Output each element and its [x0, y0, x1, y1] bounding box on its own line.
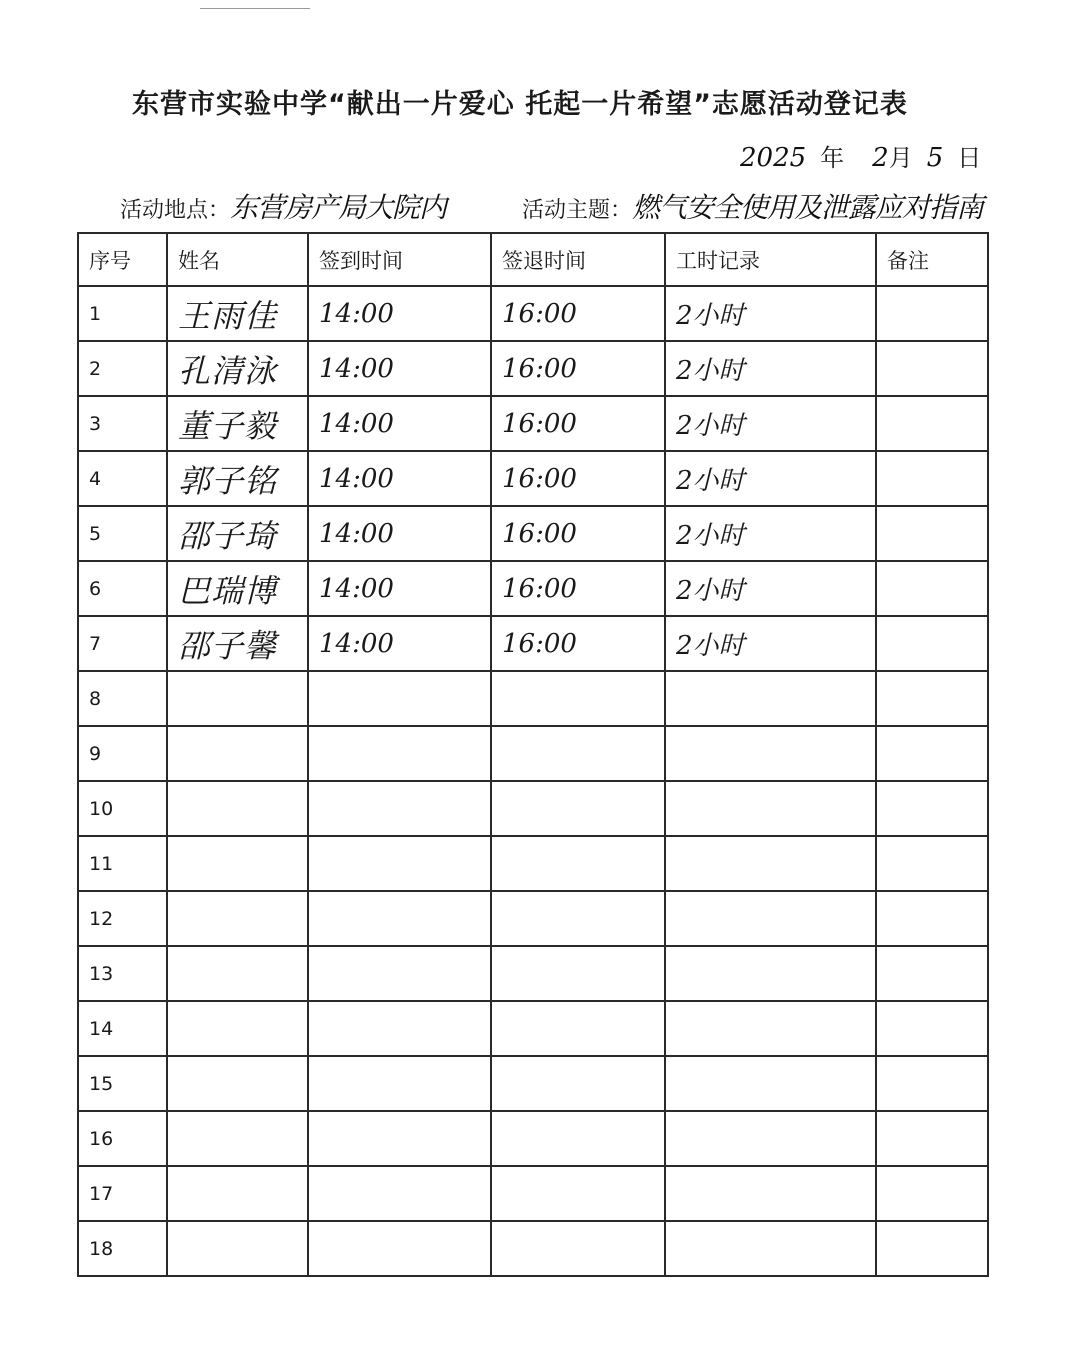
- row-number: 5: [78, 506, 167, 561]
- table-row: [78, 671, 988, 726]
- location-value: 东营房产局大院内: [230, 191, 447, 224]
- sign-in-time: 14:00: [308, 561, 491, 616]
- sign-out-time: 16:00: [491, 341, 665, 396]
- header-sign-in: 签到时间: [308, 233, 491, 286]
- header-remarks: 备注: [876, 233, 988, 286]
- volunteer-name: [167, 1221, 308, 1276]
- row-number: 14: [78, 1001, 167, 1056]
- row-number: 7: [78, 616, 167, 671]
- activity-topic: [522, 186, 983, 226]
- remarks: [876, 616, 988, 671]
- remarks: [876, 1056, 988, 1111]
- volunteer-name: [167, 946, 308, 1001]
- header-name: 姓名: [167, 233, 308, 286]
- sign-in-time: 14:00: [308, 286, 491, 341]
- work-hours: [665, 1001, 876, 1056]
- work-hours: [665, 726, 876, 781]
- sign-out-time: [491, 1056, 665, 1111]
- work-hours: [665, 836, 876, 891]
- remarks: [876, 726, 988, 781]
- form-title: 东营市实验中学“献出一片爱心 托起一片希望”志愿活动登记表: [132, 89, 908, 120]
- remarks: [876, 781, 988, 836]
- header-sign-out: 签退时间: [491, 233, 665, 286]
- volunteer-name: [167, 1001, 308, 1056]
- table-row: [78, 451, 988, 506]
- table-row: [78, 836, 988, 891]
- work-hours: 2小时: [665, 506, 876, 561]
- volunteer-name: 巴瑞博: [167, 561, 308, 616]
- sign-in-time: 14:00: [308, 506, 491, 561]
- table-row: [78, 781, 988, 836]
- volunteer-name: 郭子铭: [167, 451, 308, 506]
- sign-out-time: 16:00: [491, 561, 665, 616]
- work-hours: 2小时: [665, 561, 876, 616]
- table-row: [78, 946, 988, 1001]
- work-hours: [665, 781, 876, 836]
- table-row: [78, 1111, 988, 1166]
- volunteer-name: 王雨佳: [167, 286, 308, 341]
- row-number: 16: [78, 1111, 167, 1166]
- sign-in-time: [308, 671, 491, 726]
- sign-out-time: [491, 781, 665, 836]
- sign-in-time: [308, 1221, 491, 1276]
- sign-out-time: [491, 671, 665, 726]
- work-hours: [665, 1221, 876, 1276]
- volunteer-name: [167, 781, 308, 836]
- topic-label: 活动主题：: [522, 198, 633, 223]
- sign-in-time: [308, 1001, 491, 1056]
- sign-in-time: [308, 1056, 491, 1111]
- sign-out-time: 16:00: [491, 506, 665, 561]
- table-row: [78, 506, 988, 561]
- sign-in-time: [308, 836, 491, 891]
- volunteer-name: [167, 726, 308, 781]
- table-header-row: [78, 233, 988, 286]
- sign-out-time: [491, 1221, 665, 1276]
- sign-out-time: [491, 1166, 665, 1221]
- work-hours: 2小时: [665, 451, 876, 506]
- work-hours: [665, 1111, 876, 1166]
- remarks: [876, 506, 988, 561]
- topic-value: 燃气安全使用及泄露应对指南: [632, 191, 984, 224]
- sign-out-time: [491, 1111, 665, 1166]
- remarks: [876, 1166, 988, 1221]
- work-hours: 2小时: [665, 616, 876, 671]
- row-number: 12: [78, 891, 167, 946]
- sign-out-time: [491, 726, 665, 781]
- date-day-label: 日: [957, 144, 982, 172]
- row-number: 2: [78, 341, 167, 396]
- table-row: [78, 891, 988, 946]
- remarks: [876, 671, 988, 726]
- row-number: 9: [78, 726, 167, 781]
- activity-location: [120, 186, 446, 226]
- row-number: 15: [78, 1056, 167, 1111]
- remarks: [876, 286, 988, 341]
- volunteer-name: [167, 671, 308, 726]
- scan-artifact-line: [200, 8, 310, 9]
- location-label: 活动地点：: [120, 198, 231, 223]
- date-day: 5: [926, 143, 944, 173]
- volunteer-name: [167, 1166, 308, 1221]
- remarks: [876, 561, 988, 616]
- work-hours: [665, 946, 876, 1001]
- date-month: 2: [872, 143, 889, 173]
- sign-in-time: [308, 946, 491, 1001]
- volunteer-name: [167, 1111, 308, 1166]
- sign-in-time: [308, 1166, 491, 1221]
- table-row: [78, 1221, 988, 1276]
- sign-in-time: [308, 726, 491, 781]
- date-month-label: 月: [888, 144, 913, 172]
- work-hours: 2小时: [665, 396, 876, 451]
- remarks: [876, 451, 988, 506]
- table-row: [78, 396, 988, 451]
- row-number: 4: [78, 451, 167, 506]
- work-hours: [665, 671, 876, 726]
- work-hours: [665, 1056, 876, 1111]
- row-number: 17: [78, 1166, 167, 1221]
- work-hours: [665, 891, 876, 946]
- sign-in-time: 14:00: [308, 341, 491, 396]
- date-year: 2025: [740, 143, 807, 173]
- table-row: [78, 1001, 988, 1056]
- sign-out-time: 16:00: [491, 451, 665, 506]
- date-year-label: 年: [820, 144, 845, 172]
- sign-in-time: [308, 891, 491, 946]
- sign-in-time: 14:00: [308, 396, 491, 451]
- remarks: [876, 891, 988, 946]
- sign-out-time: [491, 836, 665, 891]
- volunteer-name: 孔清泳: [167, 341, 308, 396]
- form-date: [740, 138, 981, 173]
- sign-in-time: 14:00: [308, 451, 491, 506]
- volunteer-name: 邵子琦: [167, 506, 308, 561]
- table-row: [78, 1056, 988, 1111]
- row-number: 6: [78, 561, 167, 616]
- row-number: 1: [78, 286, 167, 341]
- volunteer-name: [167, 836, 308, 891]
- sign-in-time: [308, 781, 491, 836]
- remarks: [876, 396, 988, 451]
- volunteer-name: [167, 891, 308, 946]
- table-row: [78, 286, 988, 341]
- row-number: 11: [78, 836, 167, 891]
- volunteer-name: 董子毅: [167, 396, 308, 451]
- table-row: [78, 1166, 988, 1221]
- remarks: [876, 1111, 988, 1166]
- remarks: [876, 1001, 988, 1056]
- table-row: [78, 341, 988, 396]
- sign-out-time: 16:00: [491, 396, 665, 451]
- work-hours: 2小时: [665, 341, 876, 396]
- sign-in-time: 14:00: [308, 616, 491, 671]
- remarks: [876, 946, 988, 1001]
- header-number: 序号: [78, 233, 167, 286]
- sign-in-time: [308, 1111, 491, 1166]
- sign-out-time: [491, 946, 665, 1001]
- volunteer-name: [167, 1056, 308, 1111]
- header-hours: 工时记录: [665, 233, 876, 286]
- table-row: [78, 616, 988, 671]
- sign-out-time: [491, 1001, 665, 1056]
- sign-out-time: 16:00: [491, 286, 665, 341]
- work-hours: [665, 1166, 876, 1221]
- table-row: [78, 561, 988, 616]
- volunteer-name: 邵子馨: [167, 616, 308, 671]
- row-number: 8: [78, 671, 167, 726]
- work-hours: 2小时: [665, 286, 876, 341]
- remarks: [876, 836, 988, 891]
- table-row: [78, 726, 988, 781]
- row-number: 10: [78, 781, 167, 836]
- remarks: [876, 1221, 988, 1276]
- row-number: 13: [78, 946, 167, 1001]
- row-number: 3: [78, 396, 167, 451]
- row-number: 18: [78, 1221, 167, 1276]
- sign-out-time: [491, 891, 665, 946]
- sign-out-time: 16:00: [491, 616, 665, 671]
- remarks: [876, 341, 988, 396]
- registration-table: [77, 232, 989, 1277]
